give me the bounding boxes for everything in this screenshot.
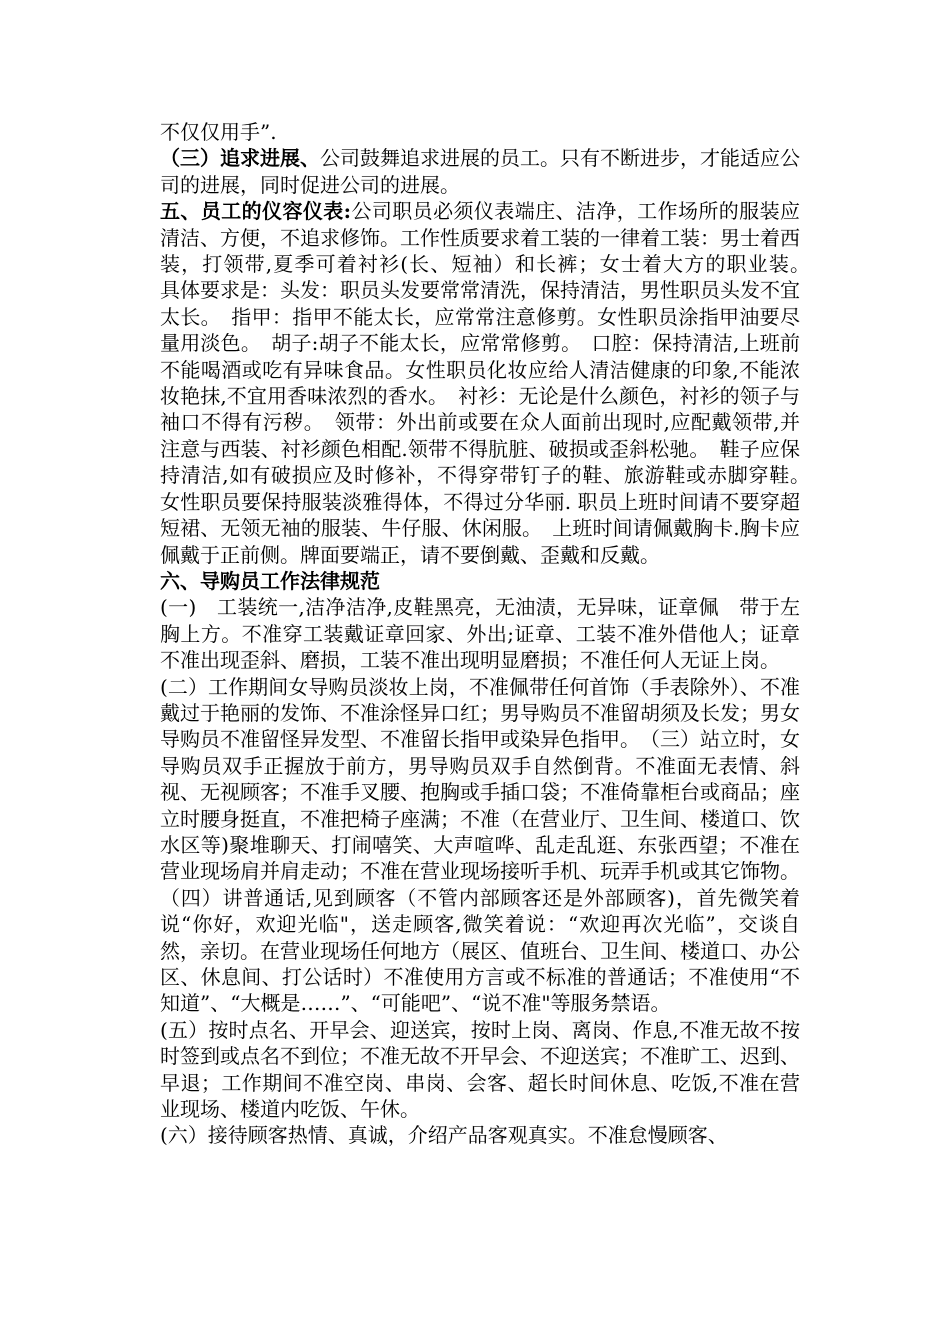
paragraph-continuation — [160, 119, 800, 145]
paragraph-pursue-progress — [160, 145, 800, 198]
paragraph-text: 公司职员必须仪表端庄、洁净，工作场所的服装应清洁、方便，不追求修饰。工作性质要求着工装的一律着工装：男士着西装，打领带,夏季可着衬衫(长、短袖）和长裤；女士着大方的职业装。 具体要求是：头发：职员头发要常常清洗，保持清洁，男性职员头发不宜太长。 指甲：指甲不能太长，应常常注意修剪。女性职员涂指甲油要尽量用淡色。 胡子:胡子不能太长，应常常修剪。 口腔：保持清洁,上班前不能喝酒或吃有异味食品。女性职员化妆应给人清洁健康的印象,不能浓妆艳抹,不宜用香味浓烈的香水。 衬衫：无论是什么颜色，衬衫的领子与袖口不得有污秽。 领带：外出前或要在众人面前出现时,应配戴领带,并注意与西装、衬衫颜色相配.领带不得肮脏、破损或歪斜松驰。 鞋子应保持清洁,如有破损应及时修补，不得穿带钉子的鞋、旅游鞋或赤脚穿鞋。 女性职员要保持服装淡雅得体，不得过分华丽. 职员上班时间请不要穿超短裙、无领无袖的服装、牛仔服、休闲服。 上班时间请佩戴胸卡.胸卡应佩戴于正前侧。牌面要端正，请不要倒戴、歪戴和反戴。 — [160, 199, 820, 567]
paragraph-guide-rules-heading — [160, 568, 800, 594]
document-body — [160, 119, 820, 1149]
paragraph-text: (六）接待顾客热情、真诚，介绍产品客观真实。不准怠慢顾客、 — [160, 1123, 728, 1148]
paragraph-heading: （三）追求进展、 — [160, 146, 320, 171]
paragraph-text: (二）工作期间女导购员淡妆上岗，不准佩带任何首饰（手表除外）、不准戴过于艳丽的发饰、不准涂怪异口红；男导购员不准留胡须及长发；男女导购员不准留怪异发型、不准留长指甲或染异色指甲。 （三）站立时，女导购员双手正握放于前方，男导购员双手自然倒背。不准面无表情、斜视、无视顾客；不准手叉腰、抱胸或手插口袋；不准倚靠柜台或商品；座立时腰身挺直，不准把椅子座满；不准（在营业厅、卫生间、楼道口、饮水区等)聚堆聊天、打闹嘻笑、大声喧哗、乱走乱逛、东张西望；不准在营业现场肩并肩走动；不准在营业现场接听手机、玩弄手机或其它饰物。 — [160, 674, 800, 884]
paragraph-text: 不仅仅用手”. — [160, 120, 277, 144]
paragraph-rule-6 — [160, 1122, 800, 1148]
paragraph-rule-2-3 — [160, 674, 800, 885]
paragraph-rule-5 — [160, 1017, 800, 1123]
section-heading-guide-rules: 六、导购员工作法律规范 — [160, 568, 380, 593]
section-heading-appearance: 五、员工的仪容仪表: — [160, 199, 352, 224]
paragraph-appearance — [160, 198, 820, 568]
paragraph-rule-4 — [160, 885, 800, 1017]
paragraph-rule-1 — [160, 594, 800, 673]
paragraph-text: (一) 工装统一,洁净洁净,皮鞋黑亮，无油渍，无异味，证章佩 带于左胸上方。不准穿工装戴证章回家、外出;证章、工装不准外借他人；证章不准出现歪斜、磨损，工装不准出现明显磨损；不准任何人无证上岗。 — [160, 595, 800, 673]
paragraph-text: 公司鼓舞追求进展的员工。只有不断进步，才能适应公司的进展，同时促进公司的进展。 — [160, 146, 800, 197]
paragraph-text: （四）讲普通话,见到顾客（不管内部顾客还是外部顾客)，首先微笑着说“你好，欢迎光临"，送走顾客,微笑着说：“欢迎再次光临”，交谈自然，亲切。在营业现场任何地方（展区、值班台、卫生间、楼道口、办公区、休息间、打公话时）不准使用方言或不标准的普通话；不准使用“不知道”、“大概是……”、“可能吧”、“说不准"等服务禁语。 — [160, 885, 800, 1016]
paragraph-text: (五）按时点名、开早会、迎送宾，按时上岗、离岗、作息,不准无故不按时签到或点名不到位；不准无故不开早会、不迎送宾；不准旷工、迟到、早退；工作期间不准空岗、串岗、会客、超长时间休息、吃饭,不准在营业现场、楼道内吃饭、午休。 — [160, 1017, 800, 1122]
